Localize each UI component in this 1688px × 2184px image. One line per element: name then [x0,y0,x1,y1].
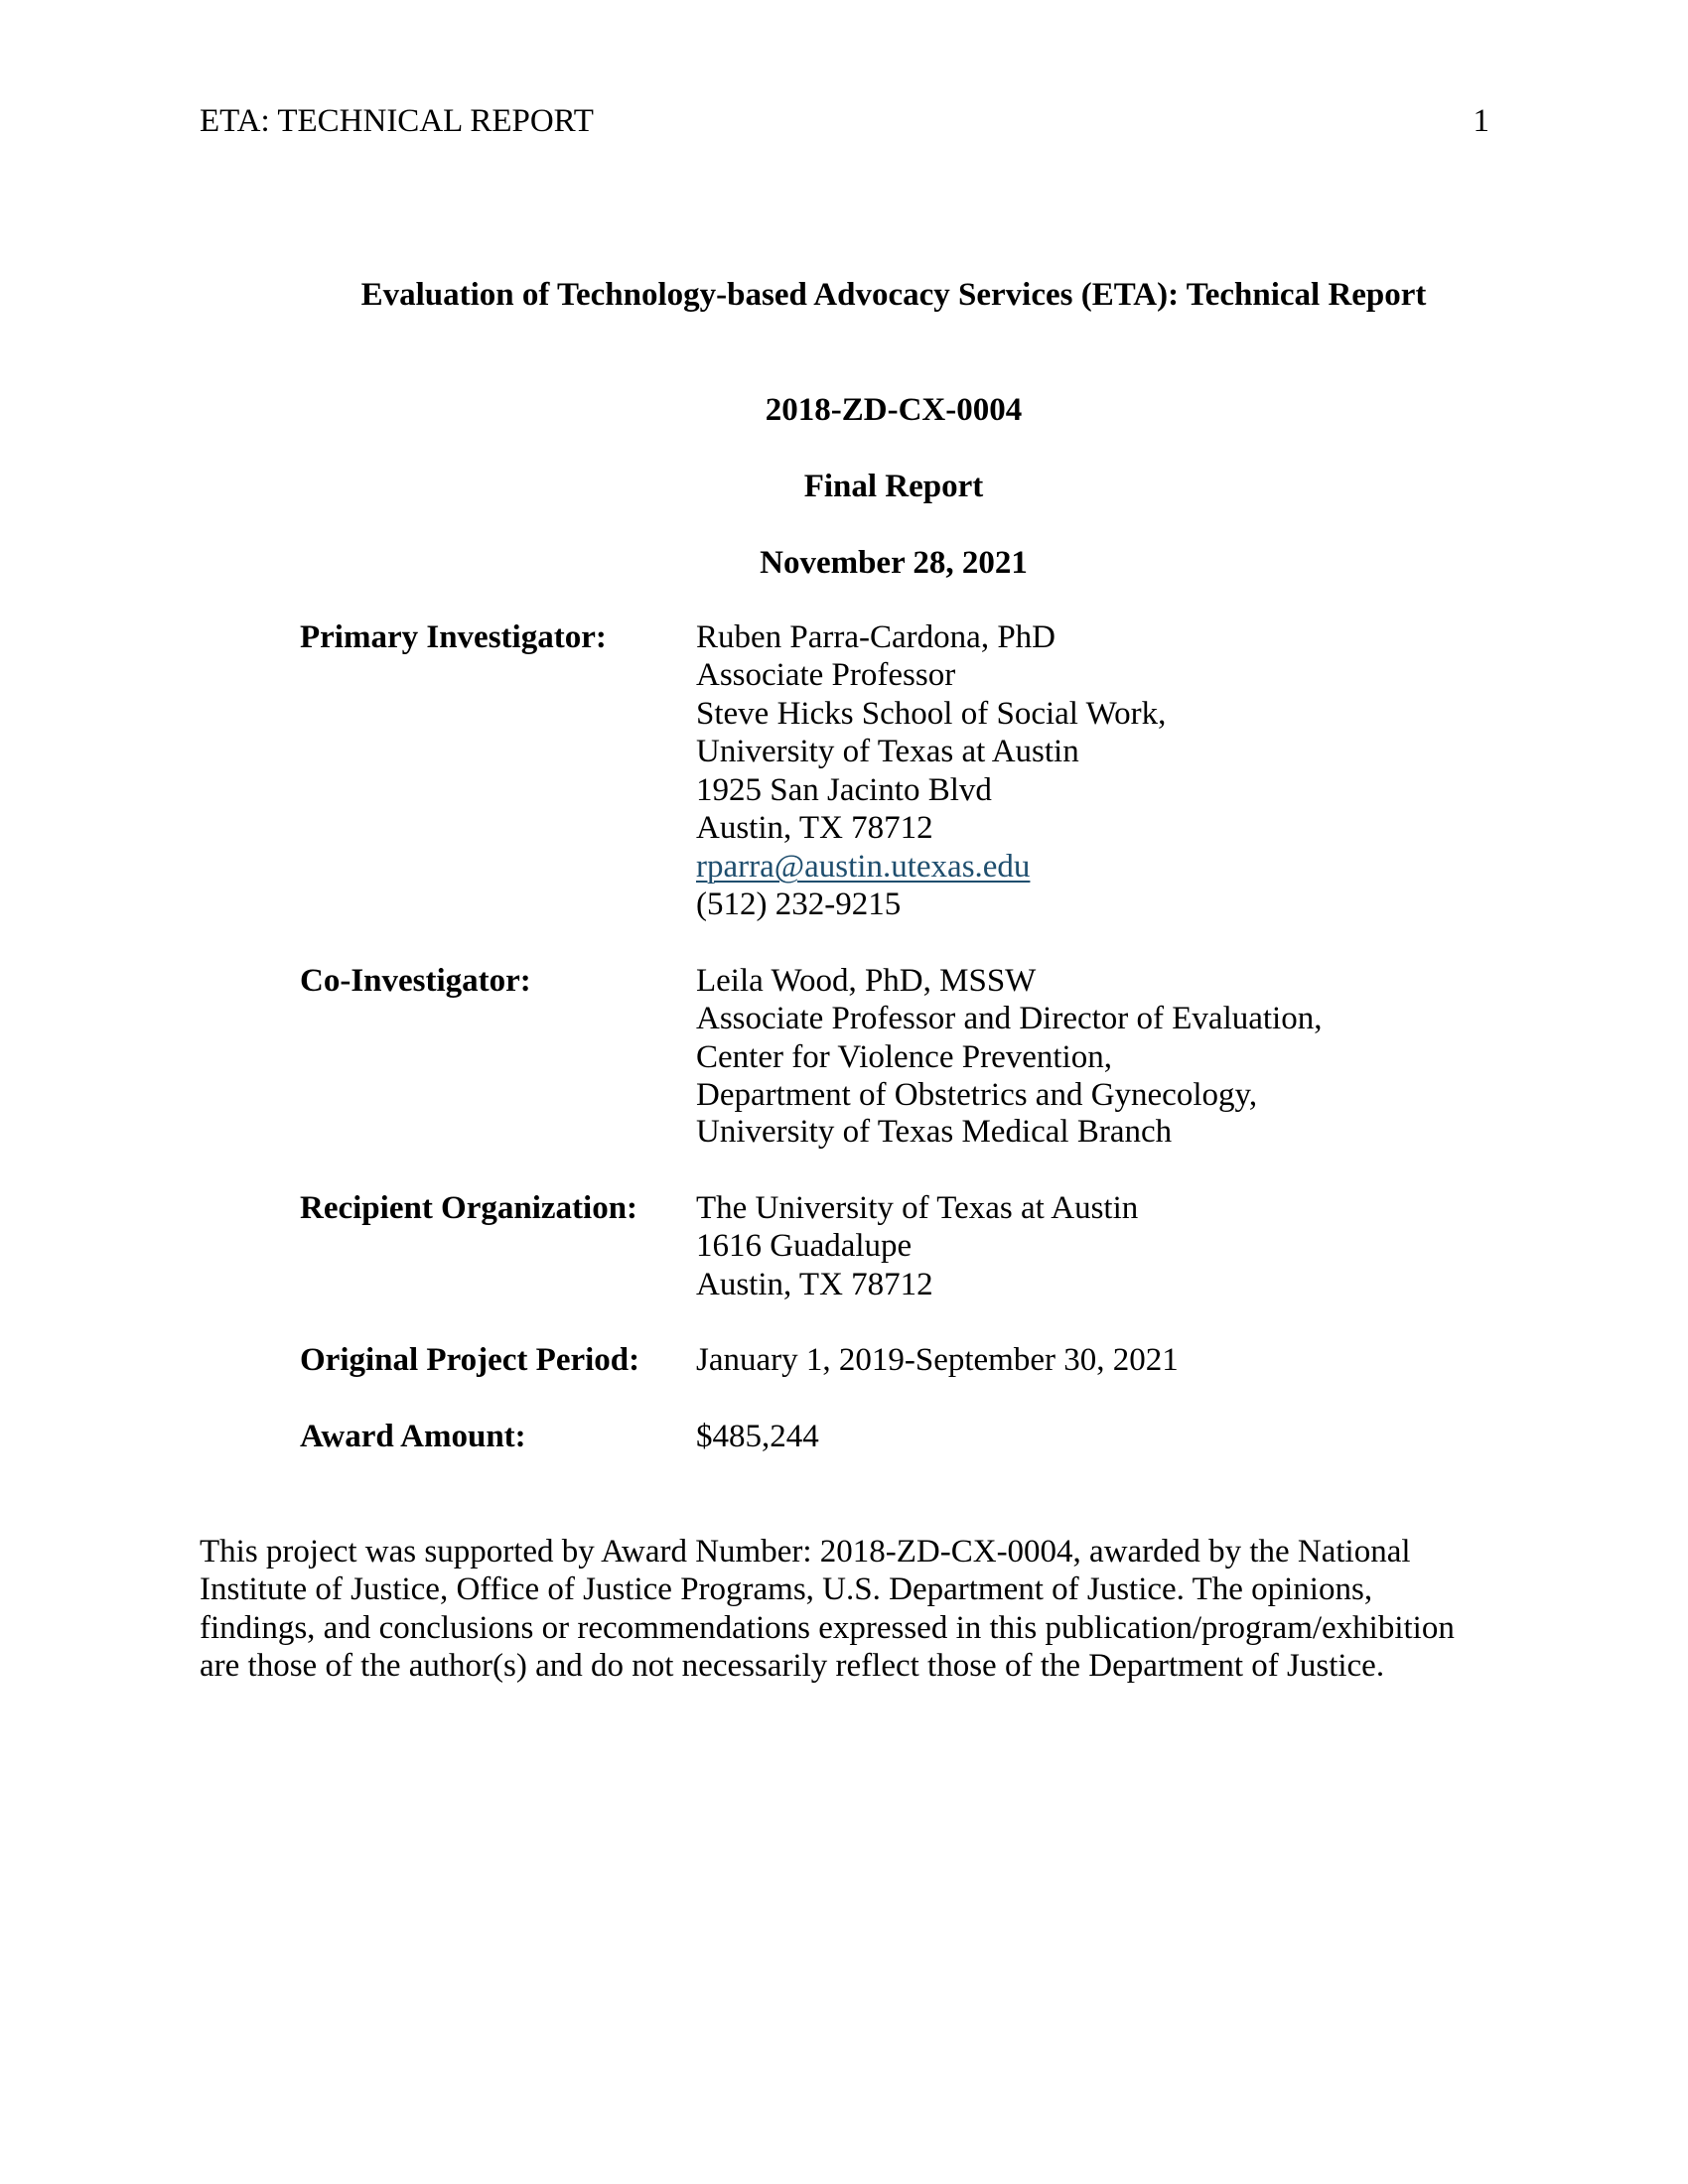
recipient-organization-label: Recipient Organization: [300,1190,638,1226]
pi-email-row [696,848,1030,886]
pi-street-address: 1925 San Jacinto Blvd [696,772,992,808]
award-amount-value: $485,244 [696,1419,819,1454]
primary-investigator-label: Primary Investigator: [300,619,607,655]
project-period-value: January 1, 2019-September 30, 2021 [696,1342,1179,1378]
award-amount-label: Award Amount: [300,1419,526,1454]
coi-institution: University of Texas Medical Branch [696,1114,1173,1150]
disclaimer-line: This project was supported by Award Number: 2018-ZD-CX-0004, awarded by the National [200,1534,1411,1570]
page-number: 1 [1473,103,1489,139]
coi-name: Leila Wood, PhD, MSSW [696,963,1037,999]
pi-email-link[interactable]: rparra@austin.utexas.edu [696,849,1031,885]
report-title: Evaluation of Technology-based Advocacy Services (ETA): Technical Report [360,277,1427,313]
project-period-label: Original Project Period: [300,1342,640,1378]
pi-title: Associate Professor [696,657,956,693]
co-investigator-label: Co-Investigator: [300,963,531,999]
award-number: 2018-ZD-CX-0004 [765,392,1023,428]
coi-title: Associate Professor and Director of Evaluation, [696,1001,1323,1036]
coi-center: Center for Violence Prevention, [696,1039,1112,1075]
report-date: November 28, 2021 [760,545,1028,581]
running-head: ETA: TECHNICAL REPORT [200,103,594,139]
coi-department: Department of Obstetrics and Gynecology, [696,1077,1258,1113]
disclaimer-line: are those of the author(s) and do not necessarily reflect those of the Department of Justice. [200,1648,1385,1684]
pi-university: University of Texas at Austin [696,734,1079,769]
recipient-city-state-zip: Austin, TX 78712 [696,1267,933,1302]
pi-name: Ruben Parra-Cardona, PhD [696,619,1056,655]
pi-school: Steve Hicks School of Social Work, [696,696,1167,732]
disclaimer-line: Institute of Justice, Office of Justice Programs, U.S. Department of Justice. The opinions, [200,1571,1373,1607]
recipient-name: The University of Texas at Austin [696,1190,1139,1226]
report-type: Final Report [803,469,984,504]
disclaimer-line: findings, and conclusions or recommendations expressed in this publication/program/exhibition [200,1610,1455,1646]
recipient-street: 1616 Guadalupe [696,1228,913,1264]
pi-phone: (512) 232-9215 [696,887,902,922]
pi-city-state-zip: Austin, TX 78712 [696,810,933,846]
